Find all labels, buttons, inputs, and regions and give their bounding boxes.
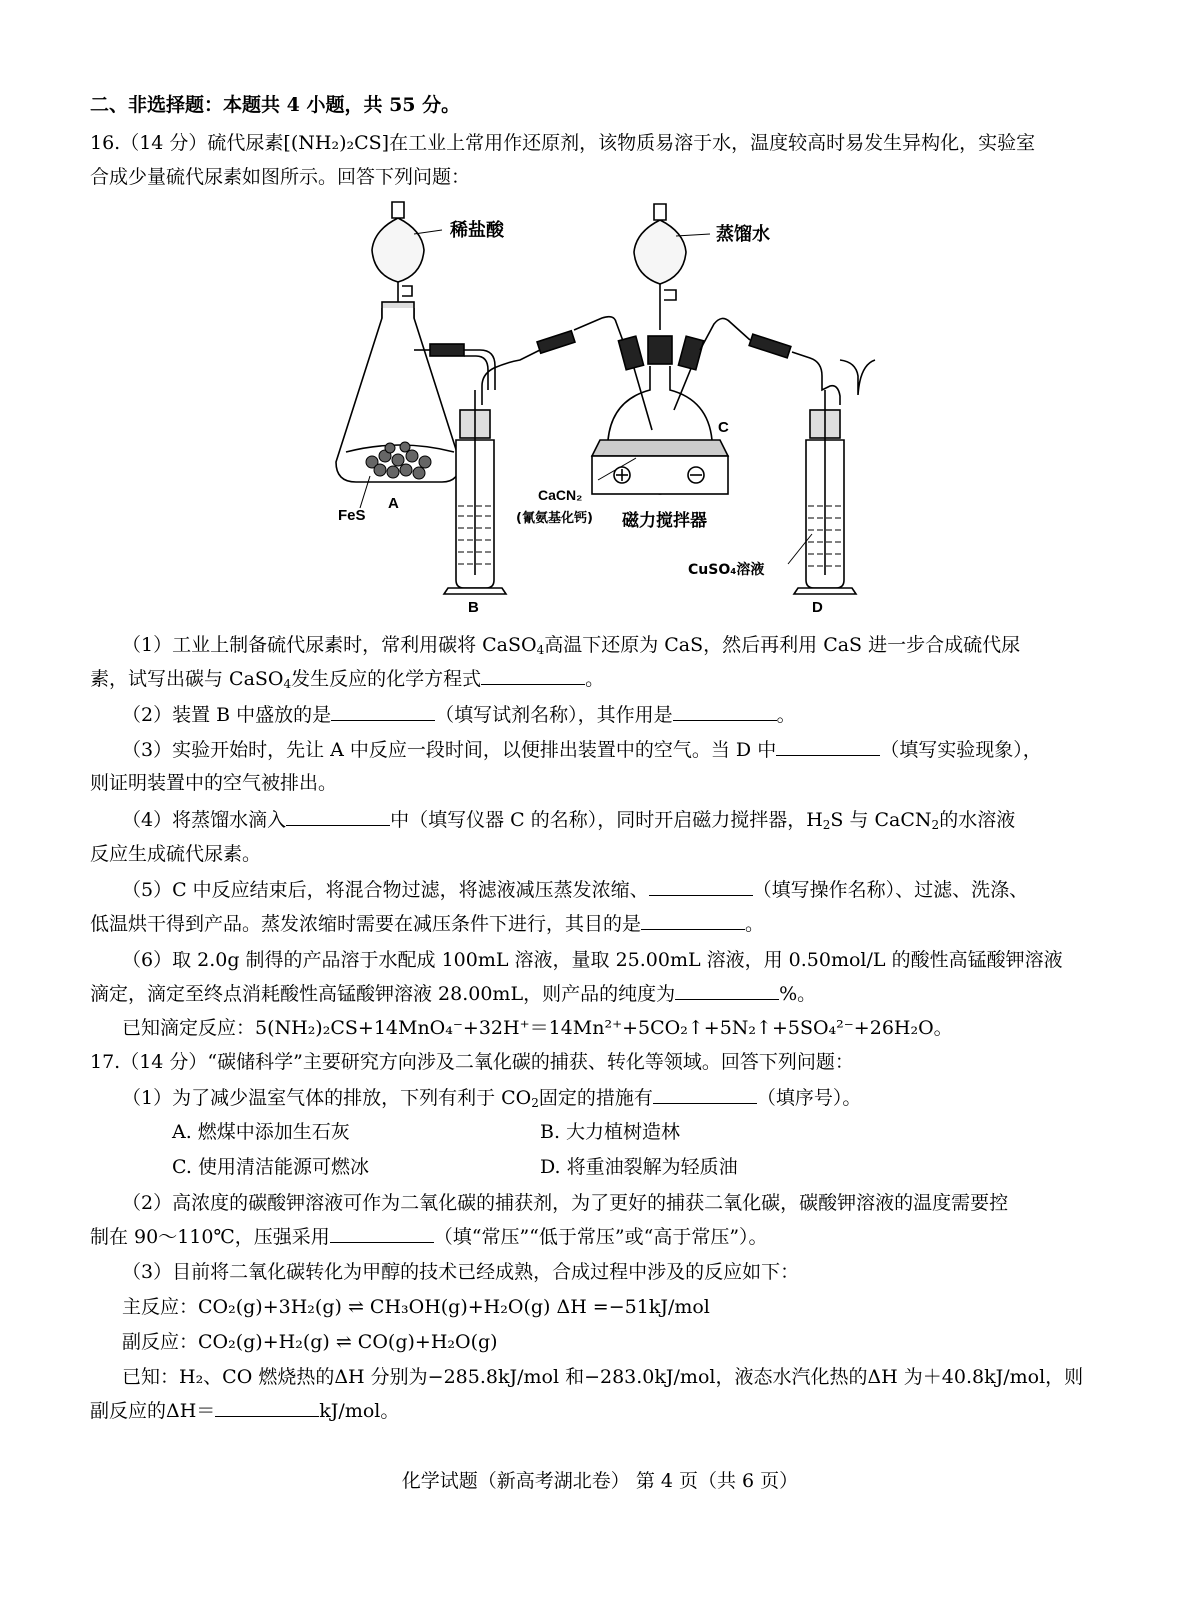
q16-known: 已知滴定反应：5(NH₂)₂CS+14MnO₄⁻+32H⁺＝14Mn²⁺+5CO₂↑+5N₂↑+5SO₄²⁻+26H₂O。	[122, 1017, 953, 1039]
q16-p6-line1: （6）取 2.0g 制得的产品溶于水配成 100mL 溶液，量取 25.00mL 溶液，用 0.50mol/L 的酸性高锰酸钾溶液	[122, 949, 1063, 971]
q16-p4-line2: 反应生成硫代尿素。	[90, 843, 262, 865]
q16-p3-line1: （3）实验开始时，先让 A 中反应一段时间，以便排出装置中的空气。当 D 中 （填写实验现象），	[122, 739, 1042, 761]
apparatus-diagram	[330, 190, 890, 620]
answer-blank[interactable]	[641, 911, 745, 930]
q16-p2: （2）装置 B 中盛放的是 （填写试剂名称），其作用是 。	[122, 704, 796, 726]
q17-p2-line2: 制在 90～110℃，压强采用 （填“常压”“低于常压”或“高于常压”）。	[90, 1226, 768, 1248]
q17-option-b: B. 大力植树造林	[540, 1121, 681, 1143]
q16-p1-line2: 素，试写出碳与 CaSO$_4$发生反应的化学方程式 。	[90, 668, 605, 691]
q16-p4-line1: （4）将蒸馏水滴入 中（填写仪器 C 的名称），同时开启磁力搅拌器，$H_2S$ 与 CaCN$_2$的水溶液	[122, 809, 1016, 832]
label-d: D	[812, 599, 823, 616]
label-fes: FeS	[338, 507, 366, 524]
q16-p5-line1: （5）C 中反应结束后，将混合物过滤，将滤液减压蒸发浓缩、 （填写操作名称）、过滤、洗涤、	[122, 879, 1029, 901]
q17-p2-line1: （2）高浓度的碳酸钾溶液可作为二氧化碳的捕获剂，为了更好的捕获二氧化碳，碳酸钾溶液的温度需要控	[122, 1192, 1009, 1214]
label-cacn2: CaCN₂	[538, 487, 583, 503]
q17-option-c: C. 使用清洁能源可燃冰	[172, 1156, 369, 1178]
section-header: 二、非选择题：本题共 4 小题，共 55 分。	[90, 94, 461, 116]
q16-p3-line2: 则证明装置中的空气被排出。	[90, 772, 338, 794]
answer-blank[interactable]	[673, 702, 777, 721]
answer-blank[interactable]	[330, 1224, 434, 1243]
label-stirrer: 磁力搅拌器	[622, 511, 707, 531]
q17-option-a: A. 燃煤中添加生石灰	[172, 1121, 350, 1143]
q17-option-d: D. 将重油裂解为轻质油	[540, 1156, 738, 1178]
answer-blank[interactable]	[481, 666, 585, 685]
q16-stem-line1: 16.（14 分）硫代尿素[(NH₂)₂CS]在工业上常用作还原剂，该物质易溶于水，温度较高时易发生异构化，实验室	[90, 132, 1036, 154]
label-cuso4: CuSO₄溶液	[688, 562, 765, 578]
q17-known-line2: 副反应的ΔH＝ kJ/mol。	[90, 1400, 400, 1422]
q17-stem: 17.（14 分）“碳储科学”主要研究方向涉及二氧化碳的捕获、转化等领域。回答下列问题：	[90, 1051, 854, 1073]
answer-blank[interactable]	[649, 877, 753, 896]
label-cacn2-name: (氰氨基化钙)	[516, 511, 593, 526]
q16-p5-line2: 低温烘干得到产品。蒸发浓缩时需要在减压条件下进行，其目的是 。	[90, 913, 765, 935]
q16-p1-line1: （1）工业上制备硫代尿素时，常利用碳将 CaSO$_4$高温下还原为 CaS，然后再利用 CaS 进一步合成硫代尿	[122, 634, 1021, 657]
answer-blank[interactable]	[776, 737, 880, 756]
q16-stem-line2: 合成少量硫代尿素如图所示。回答下列问题：	[90, 166, 471, 188]
label-dilute-hcl: 稀盐酸	[450, 220, 504, 241]
q16-p6-line2: 滴定，滴定至终点消耗酸性高锰酸钾溶液 28.00mL，则产品的纯度为 %。	[90, 983, 817, 1005]
label-c: C	[718, 419, 729, 436]
answer-blank[interactable]	[286, 807, 390, 826]
answer-blank[interactable]	[215, 1398, 319, 1417]
page-footer: 化学试题（新高考湖北卷） 第 4 页（共 6 页）	[401, 1470, 799, 1492]
label-a: A	[388, 495, 399, 512]
q17-p1: （1）为了减少温室气体的排放，下列有利于 $CO_2$固定的措施有 （填序号）。	[122, 1087, 862, 1110]
q17-main-reaction: 主反应：CO₂(g)+3H₂(g) ⇌ CH₃OH(g)+H₂O(g) ΔH =−51kJ/mol	[122, 1296, 710, 1318]
answer-blank[interactable]	[675, 981, 779, 1000]
label-b: B	[468, 599, 479, 616]
q17-p3: （3）目前将二氧化碳转化为甲醇的技术已经成熟，合成过程中涉及的反应如下：	[122, 1261, 800, 1283]
q17-known-line1: 已知：H₂、CO 燃烧热的ΔH 分别为−285.8kJ/mol 和−283.0kJ/mol，液态水汽化热的ΔH 为＋40.8kJ/mol，则	[122, 1366, 1084, 1388]
q17-side-reaction: 副反应：CO₂(g)+H₂(g) ⇌ CO(g)+H₂O(g)	[122, 1331, 498, 1353]
label-distilled-water: 蒸馏水	[716, 224, 770, 245]
answer-blank[interactable]	[331, 702, 435, 721]
answer-blank[interactable]	[653, 1085, 757, 1104]
